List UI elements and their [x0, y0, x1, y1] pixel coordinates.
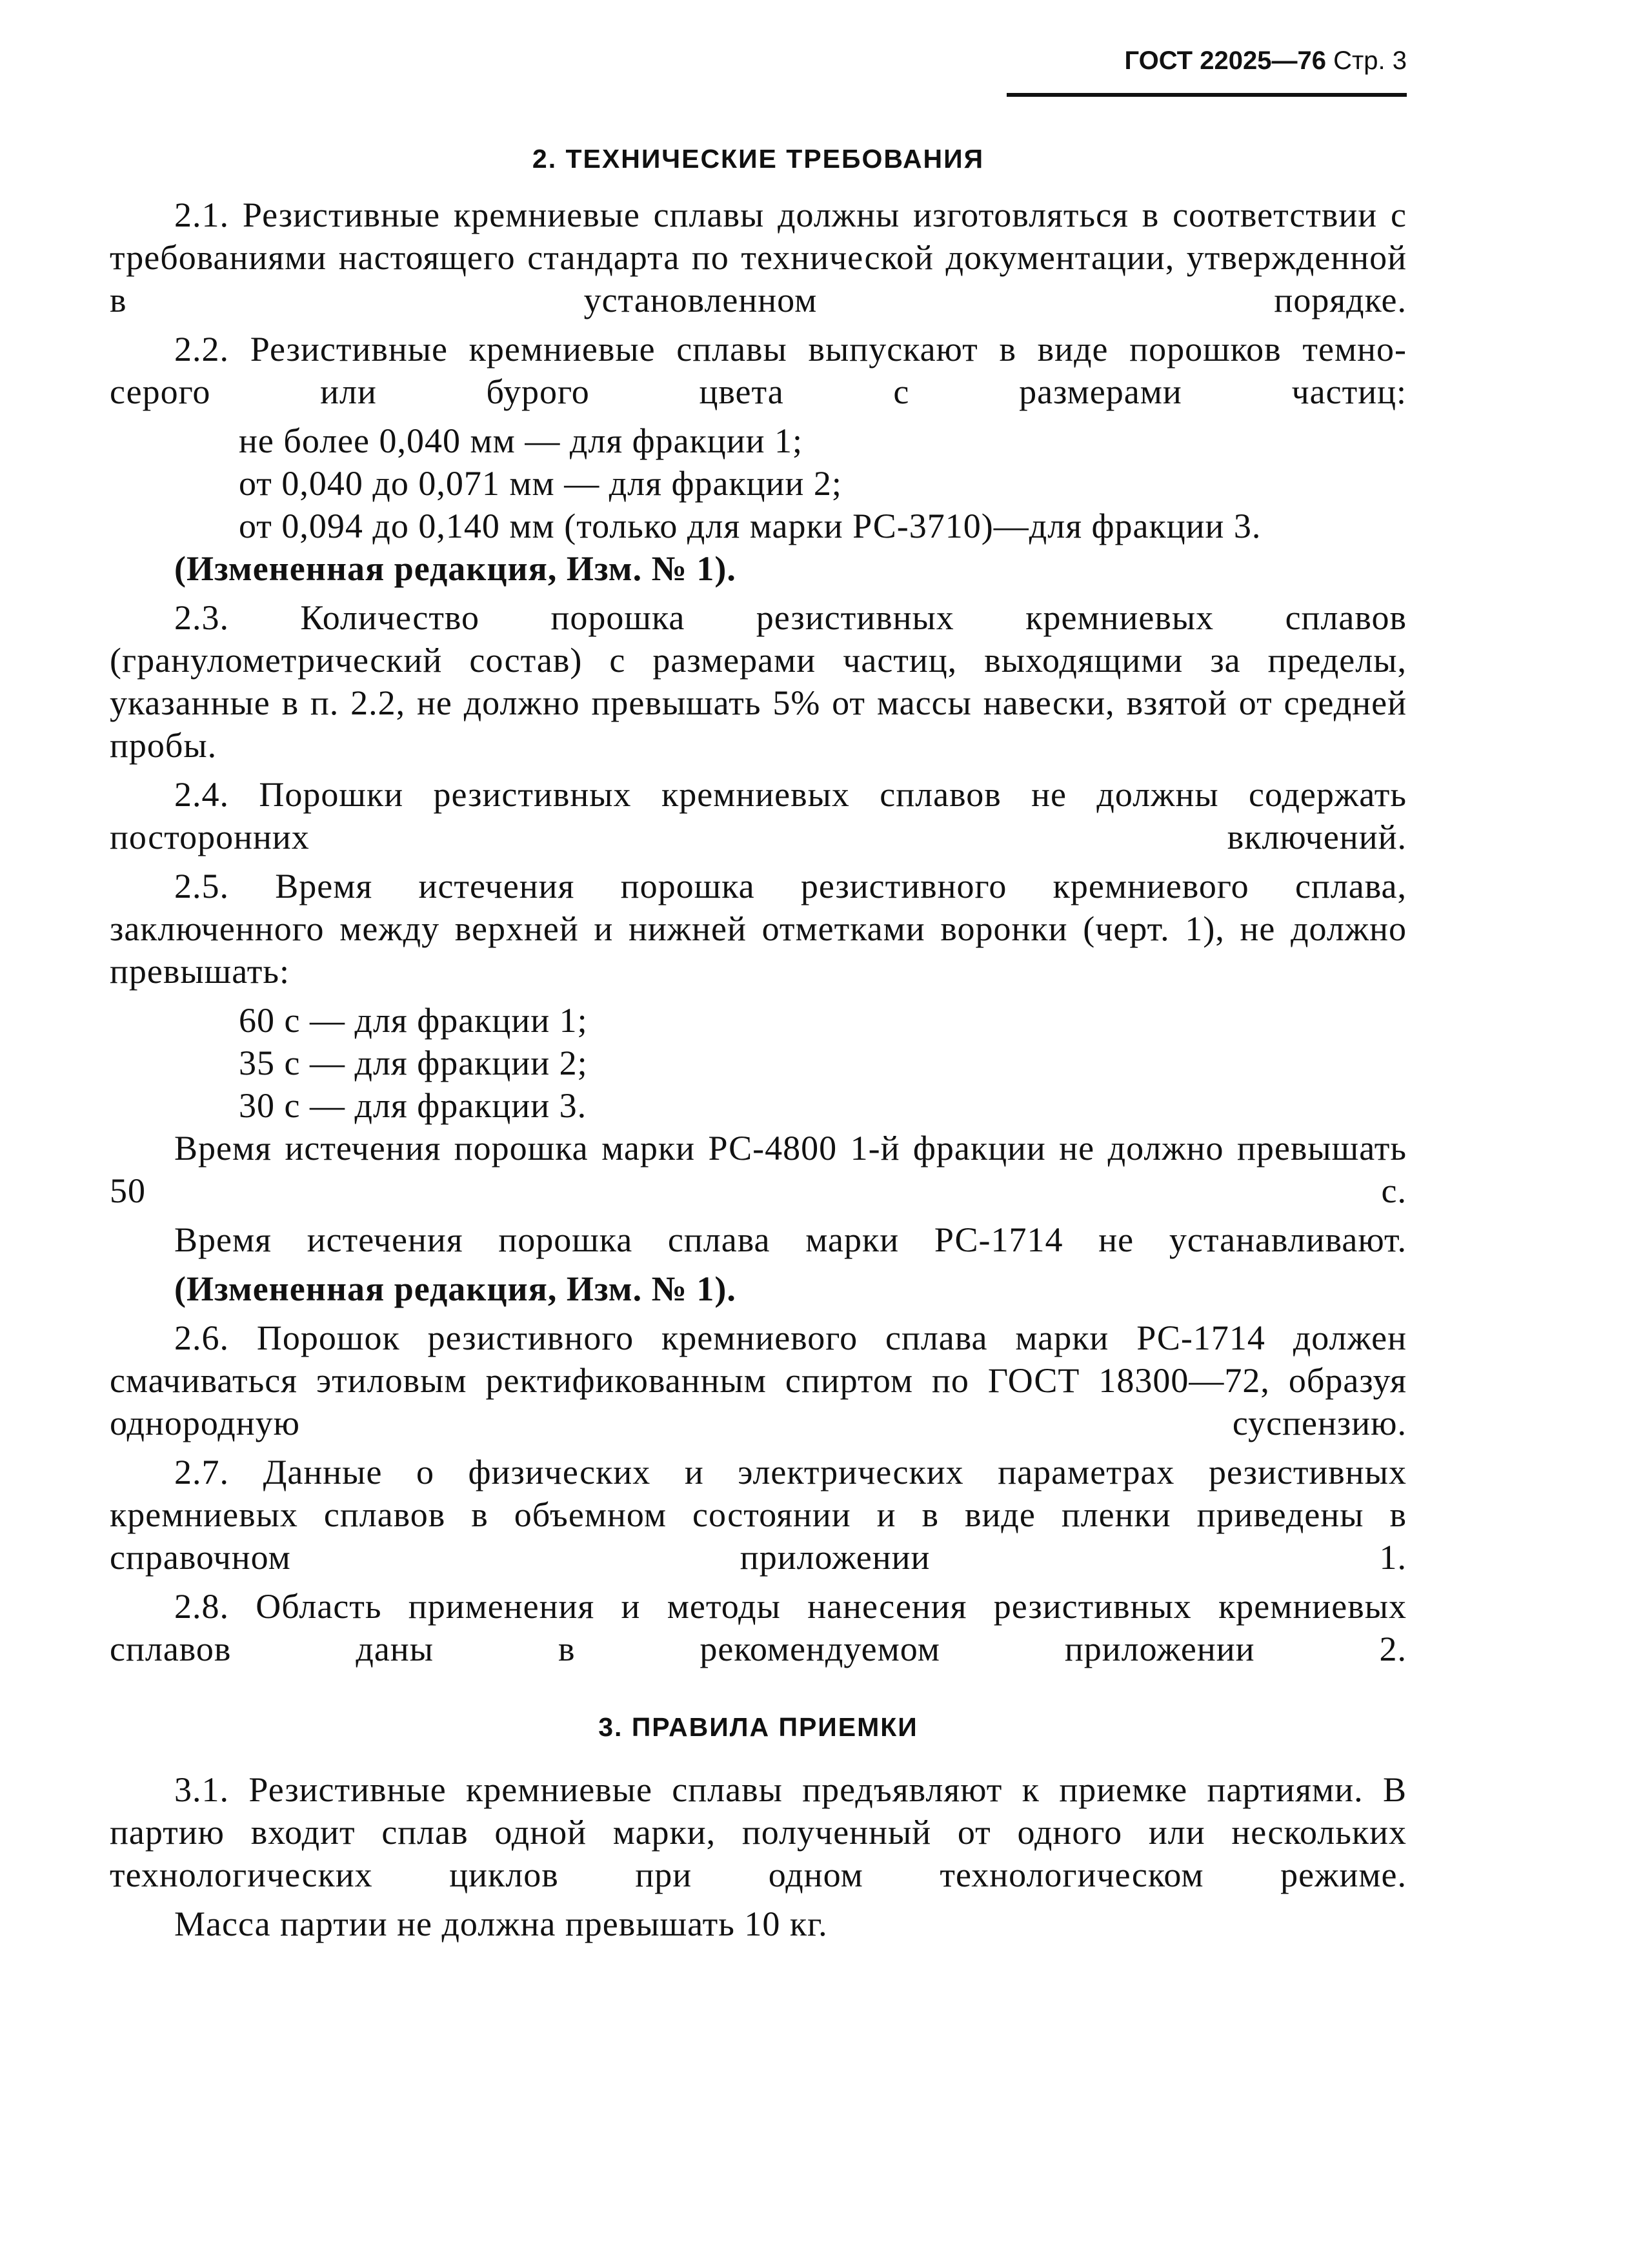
standard-number: ГОСТ 22025—76 [1124, 46, 1326, 75]
paragraph-rs4800: Время истечения порошка марки РС-4800 1-й фракции не должно превышать 50 с. [110, 1129, 1407, 1210]
paragraph-rs1714: Время истечения порошка сплава марки РС-1714 не устанавливают. [174, 1220, 1407, 1259]
flow-time-fraction-2: 35 с — для фракции 2; [239, 1044, 588, 1082]
paragraph-batch-mass: Масса партии не должна превышать 10 кг. [174, 1905, 828, 1943]
paragraph-2-5: 2.5. Время истечения порошка резистивного кремниевого сплава, заключенного между верхней и нижней отметками воронки (черт. 1), не должно превышать: [110, 867, 1407, 991]
paragraph-3-1: 3.1. Резистивные кремниевые сплавы предъявляют к приемке партиями. В партию входит сплав одной марки, полученный от одного или нескольких технологических циклов при одном технологическом режиме. [110, 1770, 1407, 1894]
section-2-title: 2. ТЕХНИЧЕСКИЕ ТРЕБОВАНИЯ [532, 144, 985, 174]
fraction-3-item: от 0,094 до 0,140 мм (только для марки РС-3710)—для фракции 3. [239, 507, 1262, 545]
amendment-note: (Измененная редакция, Изм. № 1). [174, 549, 736, 588]
amendment-note: (Измененная редакция, Изм. № 1). [174, 1269, 736, 1308]
fraction-1-item: не более 0,040 мм — для фракции 1; [239, 421, 803, 460]
paragraph-2-2: 2.2. Резистивные кремниевые сплавы выпускают в виде порошков темно-серого или бурого цвета с размерами частиц: [110, 330, 1407, 411]
paragraph-2-6: 2.6. Порошок резистивного кремниевого сплава марки РС-1714 должен смачиваться этиловым ректификованным спиртом по ГОСТ 18300—72, образуя однородную суспензию. [110, 1319, 1407, 1442]
paragraph-2-3: 2.3. Количество порошка резистивных кремниевых сплавов (гранулометрический состав) с размерами частиц, выходящими за пределы, указанные в п. 2.2, не должно превышать 5% от массы навески, взятой от средней пробы. [110, 598, 1407, 765]
page-header [1007, 43, 1407, 97]
section-3-title: 3. ПРАВИЛА ПРИЕМКИ [598, 1712, 918, 1742]
paragraph-2-4: 2.4. Порошки резистивных кремниевых сплавов не должны содержать посторонних включений. [110, 775, 1407, 856]
fraction-2-item: от 0,040 до 0,071 мм — для фракции 2; [239, 464, 842, 503]
document-body [110, 139, 1407, 1952]
paragraph-2-1: 2.1. Резистивные кремниевые сплавы должны изготовляться в соответствии с требованиями настоящего стандарта по технической документации, утвержденной в установленном порядке. [110, 196, 1407, 319]
flow-time-fraction-3: 30 с — для фракции 3. [239, 1086, 587, 1125]
flow-time-fraction-1: 60 с — для фракции 1; [239, 1001, 588, 1040]
paragraph-2-8: 2.8. Область применения и методы нанесения резистивных кремниевых сплавов даны в рекомендуемом приложении 2. [110, 1587, 1407, 1668]
paragraph-2-7: 2.7. Данные о физических и электрических параметрах резистивных кремниевых сплавов в объемном состоянии и в виде пленки приведены в справочном приложении 1. [110, 1453, 1407, 1577]
page-number: Стр. 3 [1333, 46, 1407, 75]
